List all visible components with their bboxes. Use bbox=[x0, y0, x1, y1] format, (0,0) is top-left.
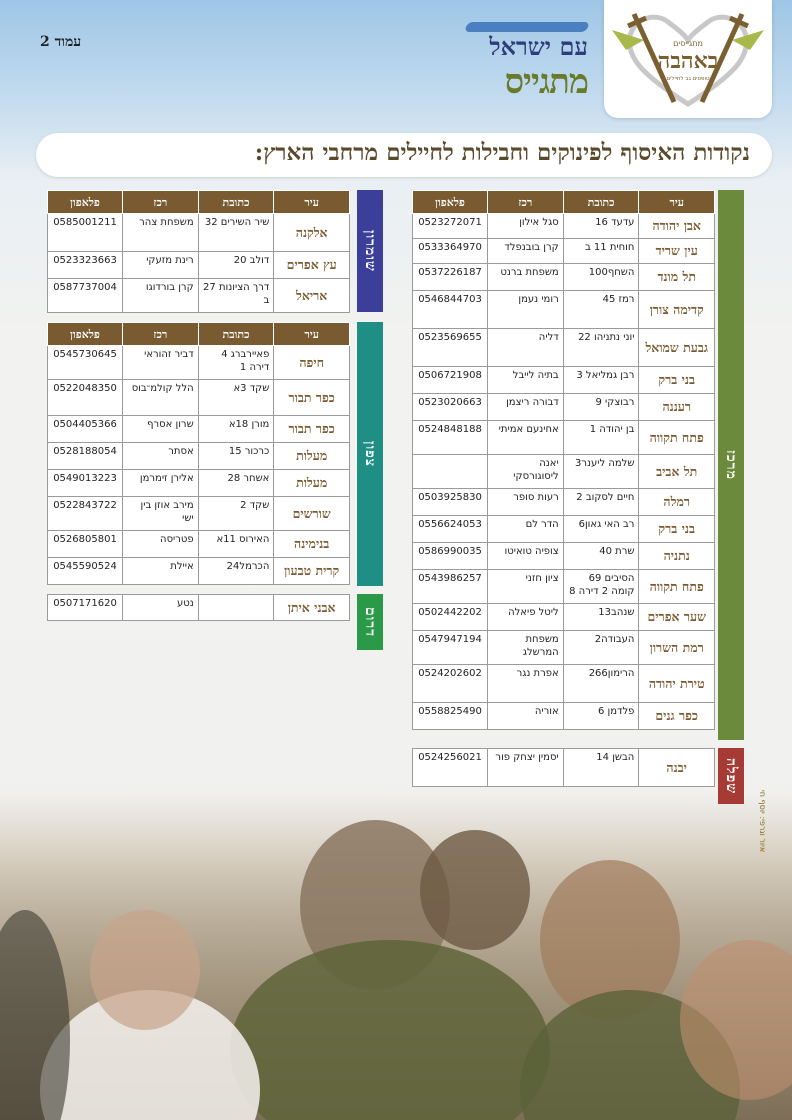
table-row bbox=[413, 455, 715, 489]
table-row bbox=[48, 416, 350, 443]
cell-contact: רינת מזעקי bbox=[123, 252, 199, 279]
cell-phone: 0587737004 bbox=[48, 279, 123, 313]
table-header-row bbox=[48, 323, 350, 346]
cell-address: שרת 40 bbox=[563, 543, 639, 570]
cell-city: רמת השרון bbox=[639, 631, 715, 665]
table-row bbox=[48, 214, 350, 252]
cell-address: הרימון266 bbox=[563, 665, 639, 703]
cell-city: כפר תבור bbox=[274, 380, 350, 416]
cell-city: בנימינה bbox=[274, 531, 350, 558]
column-header-contact: רכז bbox=[123, 191, 199, 214]
cell-phone: 0523020663 bbox=[413, 394, 488, 421]
cell-city: קרית טבעון bbox=[274, 558, 350, 585]
cell-address: הסיבים 69 קומה 2 דירה 8 bbox=[563, 570, 639, 604]
column-header-address: כתובת bbox=[198, 191, 274, 214]
table-row bbox=[48, 531, 350, 558]
table-row bbox=[48, 279, 350, 313]
region-band-center bbox=[718, 190, 744, 740]
cell-contact: ציון חזני bbox=[488, 570, 564, 604]
table-row bbox=[413, 703, 715, 730]
column-header-address: כתובת bbox=[198, 323, 274, 346]
cell-contact: אלירן זימרמן bbox=[123, 470, 199, 497]
cell-contact: דליה bbox=[488, 329, 564, 367]
table-row bbox=[48, 497, 350, 531]
page-title: נקודות האיסוף לפינוקים וחבילות לחיילים מרחבי הארץ: bbox=[254, 139, 750, 166]
region-label-south: דרום bbox=[362, 607, 378, 637]
table-row bbox=[48, 443, 350, 470]
cell-phone: 0507171620 bbox=[48, 595, 123, 621]
cell-address: מורן 18א bbox=[198, 416, 274, 443]
cell-phone: 0524256021 bbox=[413, 749, 488, 787]
cell-contact: משפחת ברנט bbox=[488, 264, 564, 291]
cell-city: בני ברק bbox=[639, 367, 715, 394]
cell-address: שקד 2 bbox=[198, 497, 274, 531]
background-photo bbox=[0, 790, 792, 1120]
cell-phone: 0523272071 bbox=[413, 214, 488, 239]
cell-contact: שרון אסרף bbox=[123, 416, 199, 443]
cell-phone: 0586990035 bbox=[413, 543, 488, 570]
region-band-south bbox=[357, 594, 383, 650]
table-row bbox=[413, 214, 715, 239]
cell-contact: פטריסה bbox=[123, 531, 199, 558]
cell-address: פאיירברג 4 דירה 1 bbox=[198, 346, 274, 380]
region-label-shfela: שפלה bbox=[723, 757, 739, 795]
cell-phone: 0533364970 bbox=[413, 239, 488, 264]
table-row bbox=[48, 252, 350, 279]
logo bbox=[604, 0, 772, 118]
cell-city: כפר גנים bbox=[639, 703, 715, 730]
cell-phone: 0524202602 bbox=[413, 665, 488, 703]
cell-address: חוחית 11 ב bbox=[563, 239, 639, 264]
cell-phone: 0526805801 bbox=[48, 531, 123, 558]
cell-phone: 0545730645 bbox=[48, 346, 123, 380]
cell-city: עין שריד bbox=[639, 239, 715, 264]
north-table bbox=[47, 322, 350, 585]
region-band-samaria bbox=[357, 190, 383, 312]
cell-address: דרך הציונות 27 ב bbox=[198, 279, 274, 313]
cell-address: שקד 3א bbox=[198, 380, 274, 416]
cell-phone: 0522843722 bbox=[48, 497, 123, 531]
cell-city: פתח תקווה bbox=[639, 421, 715, 455]
table-row bbox=[413, 329, 715, 367]
table-row bbox=[48, 346, 350, 380]
cell-contact: רעות סופר bbox=[488, 489, 564, 516]
cell-city: שער אפרים bbox=[639, 604, 715, 631]
cell-city: כפר תבור bbox=[274, 416, 350, 443]
column-header-phone: פלאפון bbox=[48, 191, 123, 214]
cell-address: רבן גמליאל 3 bbox=[563, 367, 639, 394]
cell-contact: הלל קולמ־בוס bbox=[123, 380, 199, 416]
samaria-table bbox=[47, 190, 350, 313]
table-row bbox=[413, 291, 715, 329]
brand-line-2: מתגייס bbox=[504, 62, 588, 102]
cell-phone: 0537226187 bbox=[413, 264, 488, 291]
cell-contact: איילת bbox=[123, 558, 199, 585]
cell-contact: משפחת צהר bbox=[123, 214, 199, 252]
cell-address: שיר השירים 32 bbox=[198, 214, 274, 252]
logo-top-text: מתגייסים bbox=[673, 39, 703, 48]
table-header-row bbox=[413, 191, 715, 214]
cell-contact: אוריה bbox=[488, 703, 564, 730]
cell-address: כרכור 15 bbox=[198, 443, 274, 470]
cell-address bbox=[198, 595, 274, 621]
cell-contact: סגל אילון bbox=[488, 214, 564, 239]
cell-city: חיפה bbox=[274, 346, 350, 380]
cell-city: קדימה צורן bbox=[639, 291, 715, 329]
cell-contact: אפרת נגר bbox=[488, 665, 564, 703]
table-row bbox=[413, 516, 715, 543]
cell-city: מעלות bbox=[274, 470, 350, 497]
cell-contact: צופיה טואיטו bbox=[488, 543, 564, 570]
cell-city: רעננה bbox=[639, 394, 715, 421]
table-row bbox=[48, 595, 350, 621]
cell-city: עץ אפרים bbox=[274, 252, 350, 279]
cell-address: רבוצקי 9 bbox=[563, 394, 639, 421]
cell-phone bbox=[413, 455, 488, 489]
cell-address: חיים לסקוב 2 bbox=[563, 489, 639, 516]
brand-line-1: עם ישראל bbox=[489, 32, 588, 61]
cell-phone: 0543986257 bbox=[413, 570, 488, 604]
cell-address: רב האי גאון6 bbox=[563, 516, 639, 543]
table-row bbox=[413, 570, 715, 604]
cell-address: עדעד 16 bbox=[563, 214, 639, 239]
cell-phone: 0556624053 bbox=[413, 516, 488, 543]
table-row bbox=[48, 380, 350, 416]
cell-city: תל אביב bbox=[639, 455, 715, 489]
column-header-city: עיר bbox=[639, 191, 715, 214]
region-label-center: מרכז bbox=[723, 450, 739, 480]
cell-contact: דביר זהוראי bbox=[123, 346, 199, 380]
cell-city: אלקנה bbox=[274, 214, 350, 252]
table-row bbox=[413, 421, 715, 455]
cell-phone: 0549013223 bbox=[48, 470, 123, 497]
cell-address: יוני נתניהו 22 bbox=[563, 329, 639, 367]
cell-phone: 0502442202 bbox=[413, 604, 488, 631]
page-number: עמוד 2 bbox=[40, 34, 82, 50]
cell-address: האירוס 11א bbox=[198, 531, 274, 558]
shfela-table bbox=[412, 748, 715, 787]
table-row bbox=[413, 665, 715, 703]
table-row bbox=[413, 239, 715, 264]
table-row bbox=[48, 470, 350, 497]
column-header-contact: רכז bbox=[123, 323, 199, 346]
cell-phone: 0585001211 bbox=[48, 214, 123, 252]
cell-contact: קרן בורדוגו bbox=[123, 279, 199, 313]
cell-address: דולב 20 bbox=[198, 252, 274, 279]
table-row bbox=[413, 631, 715, 665]
cell-contact: יסמין יצחק פור bbox=[488, 749, 564, 787]
cell-address: בן יהודה 1 bbox=[563, 421, 639, 455]
cell-city: אבן יהודה bbox=[639, 214, 715, 239]
brush-stroke bbox=[464, 22, 590, 32]
cell-contact: דבורה ריצמן bbox=[488, 394, 564, 421]
south-table bbox=[47, 594, 350, 621]
table-header-row bbox=[48, 191, 350, 214]
title-bar bbox=[36, 133, 772, 177]
cell-address: שנהב13 bbox=[563, 604, 639, 631]
table-row bbox=[413, 367, 715, 394]
cell-contact: אחינעם אמיתי bbox=[488, 421, 564, 455]
cell-phone: 0528188054 bbox=[48, 443, 123, 470]
cell-phone: 0558825490 bbox=[413, 703, 488, 730]
table-row bbox=[413, 394, 715, 421]
cell-city: נתניה bbox=[639, 543, 715, 570]
cell-city: רמלה bbox=[639, 489, 715, 516]
cell-contact: אסתר bbox=[123, 443, 199, 470]
column-header-address: כתובת bbox=[563, 191, 639, 214]
table-row bbox=[413, 543, 715, 570]
center-table bbox=[412, 190, 715, 730]
column-header-city: עיר bbox=[274, 323, 350, 346]
cell-address: הכרמל24 bbox=[198, 558, 274, 585]
column-header-contact: רכז bbox=[488, 191, 564, 214]
cell-contact: ליטל פיאלה bbox=[488, 604, 564, 631]
illustration-credit: איור וגרפי: יוסף חי bbox=[758, 790, 767, 853]
column-header-phone: פלאפון bbox=[413, 191, 488, 214]
column-header-city: עיר bbox=[274, 191, 350, 214]
cell-phone: 0524848188 bbox=[413, 421, 488, 455]
logo-main-text: באהבה bbox=[657, 48, 719, 74]
cell-contact: משפחת המרשלג bbox=[488, 631, 564, 665]
cell-phone: 0506721908 bbox=[413, 367, 488, 394]
column-header-phone: פלאפון bbox=[48, 323, 123, 346]
cell-address: הבשן 14 bbox=[563, 749, 639, 787]
table-row bbox=[413, 749, 715, 787]
cell-phone: 0545590524 bbox=[48, 558, 123, 585]
cell-address: השחף100 bbox=[563, 264, 639, 291]
cell-address: פלדמן 6 bbox=[563, 703, 639, 730]
cell-phone: 0546844703 bbox=[413, 291, 488, 329]
cell-city: תל מונד bbox=[639, 264, 715, 291]
cell-contact: מירב אוזן בין ישי bbox=[123, 497, 199, 531]
cell-city: אריאל bbox=[274, 279, 350, 313]
table-row bbox=[413, 264, 715, 291]
cell-address: העבודה2 bbox=[563, 631, 639, 665]
cell-city: שורשים bbox=[274, 497, 350, 531]
cell-phone: 0522048350 bbox=[48, 380, 123, 416]
cell-city: מעלות bbox=[274, 443, 350, 470]
cell-contact: בתיה לייבל bbox=[488, 367, 564, 394]
region-band-shfela bbox=[718, 748, 744, 804]
cell-city: גבעת שמואל bbox=[639, 329, 715, 367]
cell-city: בני ברק bbox=[639, 516, 715, 543]
region-label-samaria: שומרון bbox=[362, 230, 378, 272]
cell-phone: 0504405366 bbox=[48, 416, 123, 443]
table-row bbox=[413, 604, 715, 631]
table-row bbox=[413, 489, 715, 516]
cell-city: טירת יהודה bbox=[639, 665, 715, 703]
cell-address: רמז 45 bbox=[563, 291, 639, 329]
cell-city: פתח תקווה bbox=[639, 570, 715, 604]
cell-city: אבני איתן bbox=[274, 595, 350, 621]
cell-phone: 0547947194 bbox=[413, 631, 488, 665]
cell-city: יבנה bbox=[639, 749, 715, 787]
cell-contact: נטע bbox=[123, 595, 199, 621]
cell-contact: רומי נעמן bbox=[488, 291, 564, 329]
cell-address: שלמה ליענר3 bbox=[563, 455, 639, 489]
cell-phone: 0503925830 bbox=[413, 489, 488, 516]
cell-phone: 0523569655 bbox=[413, 329, 488, 367]
cell-phone: 0523323663 bbox=[48, 252, 123, 279]
heart-swords-logo-icon bbox=[604, 0, 772, 118]
region-band-north bbox=[357, 322, 383, 586]
cell-address: אשחר 28 bbox=[198, 470, 274, 497]
cell-contact: הדר לם bbox=[488, 516, 564, 543]
cell-contact: קרן בובנפלד bbox=[488, 239, 564, 264]
table-row bbox=[48, 558, 350, 585]
cell-contact: יאנה ליסוגורסקי bbox=[488, 455, 564, 489]
logo-bottom-text: טופסים גב לחיילים bbox=[666, 76, 710, 82]
brand-wordmark bbox=[404, 18, 594, 108]
region-label-north: צפון bbox=[362, 440, 378, 468]
